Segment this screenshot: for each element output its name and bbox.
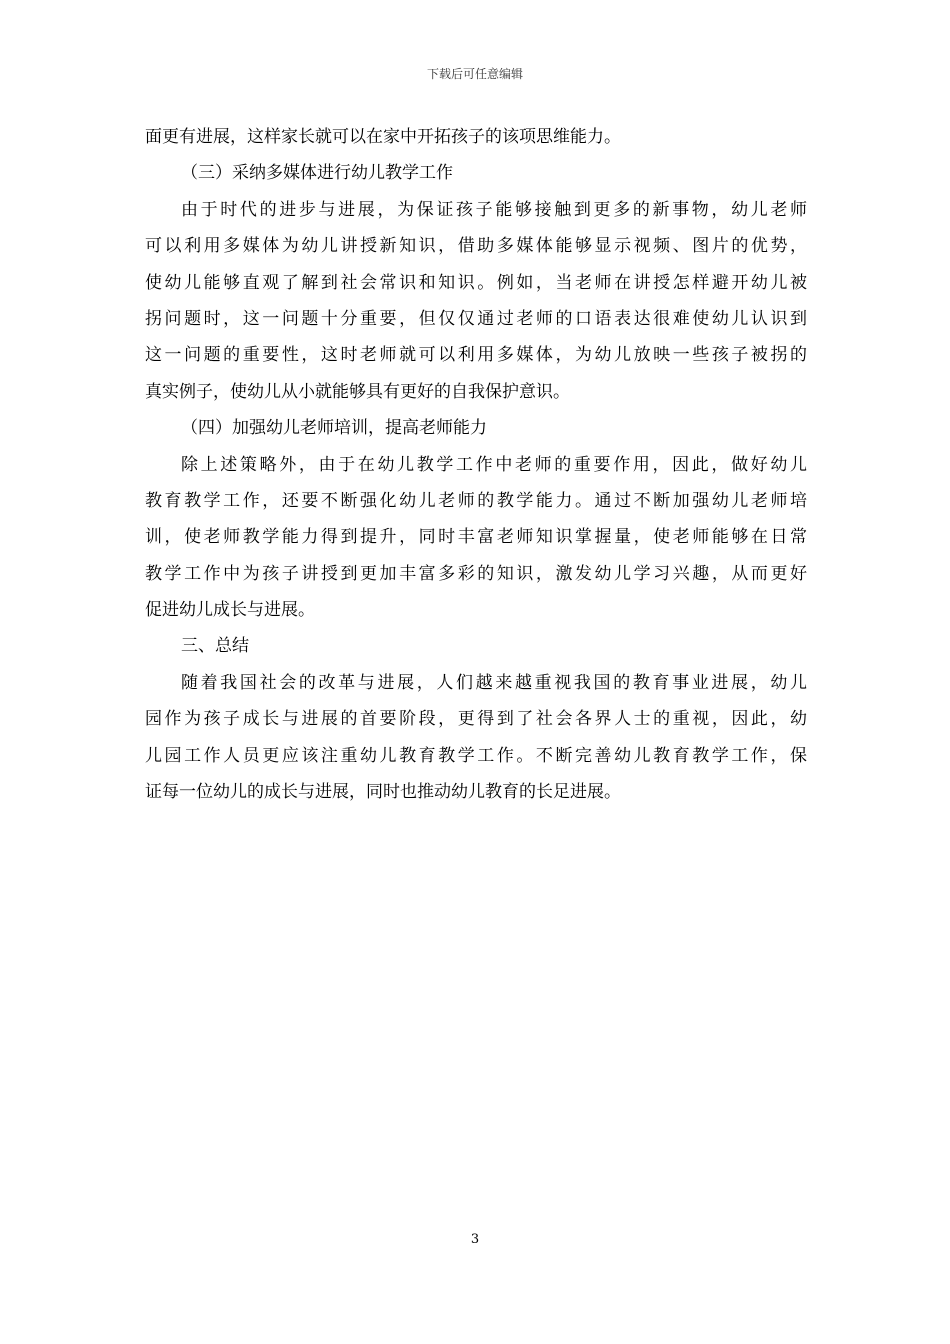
- paragraph-line: 儿园工作人员更应该注重幼儿教育教学工作。不断完善幼儿教育教学工作，保: [145, 745, 807, 766]
- paragraph-line: 教学工作中为孩子讲授到更加丰富多彩的知识，激发幼儿学习兴趣，从而更好: [145, 563, 807, 584]
- paragraph-line: 面更有进展，这样家长就可以在家中开拓孩子的该项思维能力。: [145, 127, 621, 147]
- paragraph-line: 训，使老师教学能力得到提升，同时丰富老师知识掌握量，使老师能够在日常: [145, 527, 807, 548]
- page-number: 3: [470, 1232, 480, 1247]
- paragraph-line: 园作为孩子成长与进展的首要阶段，更得到了社会各界人士的重视，因此，幼: [145, 709, 807, 730]
- paragraph-line: 随着我国社会的改革与进展，人们越来越重视我国的教育事业进展，幼儿: [181, 672, 807, 693]
- paragraph-line: 使幼儿能够直观了解到社会常识和知识。例如，当老师在讲授怎样避开幼儿被: [145, 272, 807, 293]
- paragraph-line: 由于时代的进步与进展，为保证孩子能够接触到更多的新事物，幼儿老师: [181, 199, 807, 220]
- section-heading-conclusion: 三、总结: [181, 636, 249, 657]
- paragraph-line: 可以利用多媒体为幼儿讲授新知识，借助多媒体能够显示视频、图片的优势，: [145, 236, 807, 257]
- paragraph-line: 拐问题时，这一问题十分重要，但仅仅通过老师的口语表达很难使幼儿认识到: [145, 308, 807, 329]
- paragraph-line: 真实例子，使幼儿从小就能够具有更好的自我保护意识。: [145, 381, 570, 402]
- paragraph-line: 促进幼儿成长与进展。: [145, 600, 315, 621]
- paragraph-line: 除上述策略外，由于在幼儿教学工作中老师的重要作用，因此，做好幼儿: [181, 454, 807, 475]
- paragraph-line: 这一问题的重要性，这时老师就可以利用多媒体，为幼儿放映一些孩子被拐的: [145, 345, 807, 366]
- section-heading-3: （三）采纳多媒体进行幼儿教学工作: [181, 163, 453, 184]
- paragraph-line: 教育教学工作，还要不断强化幼儿老师的教学能力。通过不断加强幼儿老师培: [145, 490, 807, 511]
- document-body: [145, 123, 807, 814]
- paragraph-line: 证每一位幼儿的成长与进展，同时也推动幼儿教育的长足进展。: [145, 782, 621, 803]
- section-heading-4: （四）加强幼儿老师培训，提高老师能力: [181, 418, 487, 439]
- page-header: 下载后可任意编辑: [426, 67, 523, 81]
